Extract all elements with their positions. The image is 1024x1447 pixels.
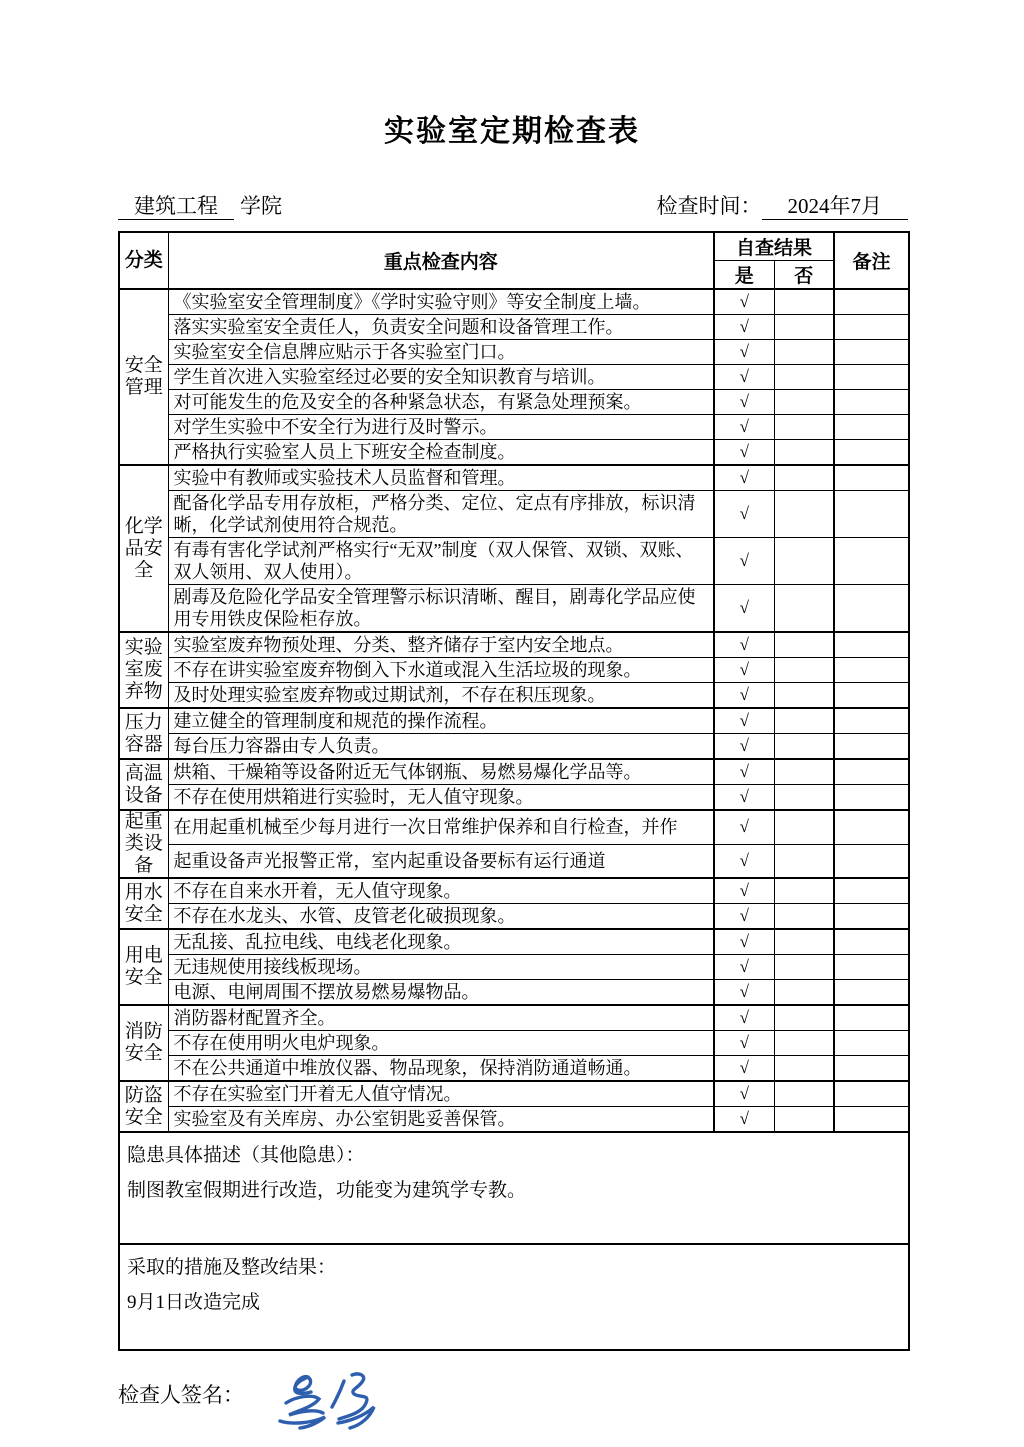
check-yes-cell: √ [714,759,774,785]
inspect-time-line [657,190,909,220]
check-row [119,415,909,440]
check-item-content: 对学生实验中不安全行为进行及时警示。 [168,415,714,440]
check-row [119,315,909,340]
check-row [119,785,909,811]
check-item-content: 不存在使用烘箱进行实验时，无人值守现象。 [168,785,714,811]
check-row [119,810,909,844]
check-yes-cell: √ [714,878,774,904]
check-no-cell [774,929,834,955]
department-name: 建筑工程 [118,194,234,220]
check-remark-cell [834,340,909,365]
check-yes-cell: √ [714,708,774,734]
check-row [119,1031,909,1056]
check-yes-cell: √ [714,538,774,585]
check-item-content: 不存在水龙头、水管、皮管老化破损现象。 [168,904,714,930]
header-yes: 是 [714,261,774,290]
header-remark: 备注 [834,232,909,289]
check-yes-cell: √ [714,810,774,844]
check-row [119,365,909,390]
check-yes-cell: √ [714,289,774,315]
category-cell: 高温设备 [119,759,168,810]
check-row [119,440,909,466]
check-remark-cell [834,315,909,340]
check-no-cell [774,415,834,440]
check-item-content: 在用起重机械至少每月进行一次日常维护保养和自行检查，并作 [168,810,714,844]
check-row [119,1056,909,1082]
check-remark-cell [834,878,909,904]
check-yes-cell: √ [714,683,774,709]
check-item-content: 无乱接、乱拉电线、电线老化现象。 [168,929,714,955]
check-no-cell [774,289,834,315]
check-item-content: 实验室废弃物预处理、分类、整齐储存于室内安全地点。 [168,632,714,658]
category-cell: 防盗安全 [119,1081,168,1132]
check-remark-cell [834,1005,909,1031]
check-yes-cell: √ [714,658,774,683]
check-no-cell [774,632,834,658]
check-yes-cell: √ [714,491,774,538]
check-yes-cell: √ [714,340,774,365]
check-yes-cell: √ [714,904,774,930]
category-cell: 实验室废弃物 [119,632,168,708]
check-item-content: 配备化学品专用存放柜，严格分类、定位、定点有序排放，标识清晰，化学试剂使用符合规范。 [168,491,714,538]
check-remark-cell [834,904,909,930]
check-row [119,658,909,683]
measure-section-text: 9月1日改造完成 [127,1292,261,1313]
check-remark-cell [834,1056,909,1082]
check-item-content: 不在公共通道中堆放仪器、物品现象，保持消防通道畅通。 [168,1056,714,1082]
danger-section-cell [119,1132,909,1244]
check-remark-cell [834,955,909,980]
danger-section-row [119,1132,909,1244]
check-item-content: 严格执行实验室人员上下班安全检查制度。 [168,440,714,466]
check-row [119,759,909,785]
check-no-cell [774,955,834,980]
form-subheader [118,190,908,220]
check-yes-cell: √ [714,1081,774,1107]
check-yes-cell: √ [714,465,774,491]
inspection-table [118,231,910,1351]
check-no-cell [774,1056,834,1082]
check-no-cell [774,878,834,904]
check-row [119,708,909,734]
check-no-cell [774,1107,834,1133]
check-row [119,844,909,878]
check-yes-cell: √ [714,440,774,466]
check-row [119,955,909,980]
check-no-cell [774,683,834,709]
check-yes-cell: √ [714,365,774,390]
check-no-cell [774,904,834,930]
check-row [119,1107,909,1133]
check-row [119,340,909,365]
check-no-cell [774,658,834,683]
check-yes-cell: √ [714,1005,774,1031]
check-item-content: 《实验室安全管理制度》《学时实验守则》等安全制度上墙。 [168,289,714,315]
measure-section-row [119,1244,909,1350]
check-row [119,734,909,760]
check-item-content: 消防器材配置齐全。 [168,1005,714,1031]
check-remark-cell [834,810,909,844]
check-no-cell [774,365,834,390]
check-yes-cell: √ [714,390,774,415]
check-item-content: 烘箱、干燥箱等设备附近无气体钢瓶、易燃易爆化学品等。 [168,759,714,785]
check-no-cell [774,1031,834,1056]
check-item-content: 实验室及有关库房、办公室钥匙妥善保管。 [168,1107,714,1133]
department-line [118,190,282,220]
check-remark-cell [834,1081,909,1107]
check-yes-cell: √ [714,929,774,955]
check-item-content: 每台压力容器由专人负责。 [168,734,714,760]
check-no-cell [774,538,834,585]
check-remark-cell [834,1031,909,1056]
check-remark-cell [834,585,909,633]
inspect-time-label: 检查时间： [656,194,762,218]
inspector-signature [272,1363,392,1441]
check-no-cell [774,315,834,340]
check-remark-cell [834,929,909,955]
check-no-cell [774,1081,834,1107]
check-no-cell [774,785,834,811]
check-row [119,1081,909,1107]
check-yes-cell: √ [714,415,774,440]
check-no-cell [774,340,834,365]
check-item-content: 有毒有害化学试剂严格实行“无双”制度（双人保管、双锁、双账、双人领用、双人使用）。 [168,538,714,585]
header-no: 否 [774,261,834,290]
check-item-content: 实验中有教师或实验技术人员监督和管理。 [168,465,714,491]
check-item-content: 对可能发生的危及安全的各种紧急状态，有紧急处理预案。 [168,390,714,415]
check-no-cell [774,708,834,734]
check-yes-cell: √ [714,315,774,340]
check-item-content: 无违规使用接线板现场。 [168,955,714,980]
check-yes-cell: √ [714,1031,774,1056]
check-item-content: 不存在使用明火电炉现象。 [168,1031,714,1056]
check-item-content: 起重设备声光报警正常，室内起重设备要标有运行通道 [168,844,714,878]
inspect-time-value: 2024年7月 [762,194,909,220]
check-yes-cell: √ [714,632,774,658]
check-item-content: 电源、电闸周围不摆放易燃易爆物品。 [168,980,714,1006]
check-yes-cell: √ [714,844,774,878]
check-item-content: 建立健全的管理制度和规范的操作流程。 [168,708,714,734]
check-row [119,632,909,658]
check-row [119,491,909,538]
check-no-cell [774,465,834,491]
check-no-cell [774,810,834,844]
check-remark-cell [834,708,909,734]
check-row [119,904,909,930]
signature-row [118,1379,1024,1441]
check-remark-cell [834,440,909,466]
department-suffix: 学院 [240,194,282,218]
freeform-sections [119,1132,909,1350]
header-content: 重点检查内容 [168,232,714,289]
check-row [119,289,909,315]
check-no-cell [774,585,834,633]
check-yes-cell: √ [714,585,774,633]
check-yes-cell: √ [714,980,774,1006]
danger-section-text: 制图教室假期进行改造，功能变为建筑学专教。 [127,1180,527,1201]
check-item-content: 及时处理实验室废弃物或过期试剂，不存在积压现象。 [168,683,714,709]
check-yes-cell: √ [714,1056,774,1082]
check-row [119,390,909,415]
check-remark-cell [834,365,909,390]
check-remark-cell [834,759,909,785]
check-row [119,585,909,633]
check-no-cell [774,734,834,760]
checklist-body [119,289,909,1132]
check-no-cell [774,491,834,538]
check-no-cell [774,1005,834,1031]
check-item-content: 不存在自来水开着，无人值守现象。 [168,878,714,904]
category-cell: 压力容器 [119,708,168,759]
check-remark-cell [834,538,909,585]
check-remark-cell [834,465,909,491]
check-item-content: 学生首次进入实验室经过必要的安全知识教育与培训。 [168,365,714,390]
category-cell: 起重类设备 [119,810,168,878]
check-remark-cell [834,980,909,1006]
check-yes-cell: √ [714,734,774,760]
check-remark-cell [834,415,909,440]
check-no-cell [774,390,834,415]
category-cell: 用电安全 [119,929,168,1005]
check-remark-cell [834,632,909,658]
check-row [119,465,909,491]
header-category: 分类 [119,232,168,289]
check-remark-cell [834,491,909,538]
check-remark-cell [834,1107,909,1133]
measure-section-cell [119,1244,909,1350]
check-yes-cell: √ [714,785,774,811]
check-no-cell [774,759,834,785]
category-cell: 用水安全 [119,878,168,929]
category-cell: 化学品安全 [119,465,168,632]
check-row [119,929,909,955]
category-cell: 消防安全 [119,1005,168,1081]
check-row [119,1005,909,1031]
check-no-cell [774,440,834,466]
check-remark-cell [834,658,909,683]
check-no-cell [774,980,834,1006]
check-remark-cell [834,289,909,315]
measure-section-label: 采取的措施及整改结果： [127,1257,337,1278]
check-item-content: 实验室安全信息牌应贴示于各实验室门口。 [168,340,714,365]
category-cell: 安全管理 [119,289,168,465]
page-title: 实验室定期检查表 [384,115,640,148]
check-no-cell [774,844,834,878]
check-yes-cell: √ [714,955,774,980]
table-header [119,232,909,289]
check-item-content: 不存在讲实验室废弃物倒入下水道或混入生活垃圾的现象。 [168,658,714,683]
danger-section-label: 隐患具体描述（其他隐患）： [127,1145,365,1166]
check-row [119,980,909,1006]
check-remark-cell [834,734,909,760]
check-item-content: 落实实验室安全责任人，负责安全问题和设备管理工作。 [168,315,714,340]
check-row [119,878,909,904]
check-yes-cell: √ [714,1107,774,1133]
check-item-content: 不存在实验室门开着无人值守情况。 [168,1081,714,1107]
check-item-content: 剧毒及危险化学品安全管理警示标识清晰、醒目，剧毒化学品应使用专用铁皮保险柜存放。 [168,585,714,633]
check-row [119,538,909,585]
check-remark-cell [834,390,909,415]
check-remark-cell [834,683,909,709]
check-remark-cell [834,785,909,811]
check-remark-cell [834,844,909,878]
check-row [119,683,909,709]
signature-label: 检查人签名： [118,1383,244,1407]
header-result-group: 自查结果 [714,232,834,261]
